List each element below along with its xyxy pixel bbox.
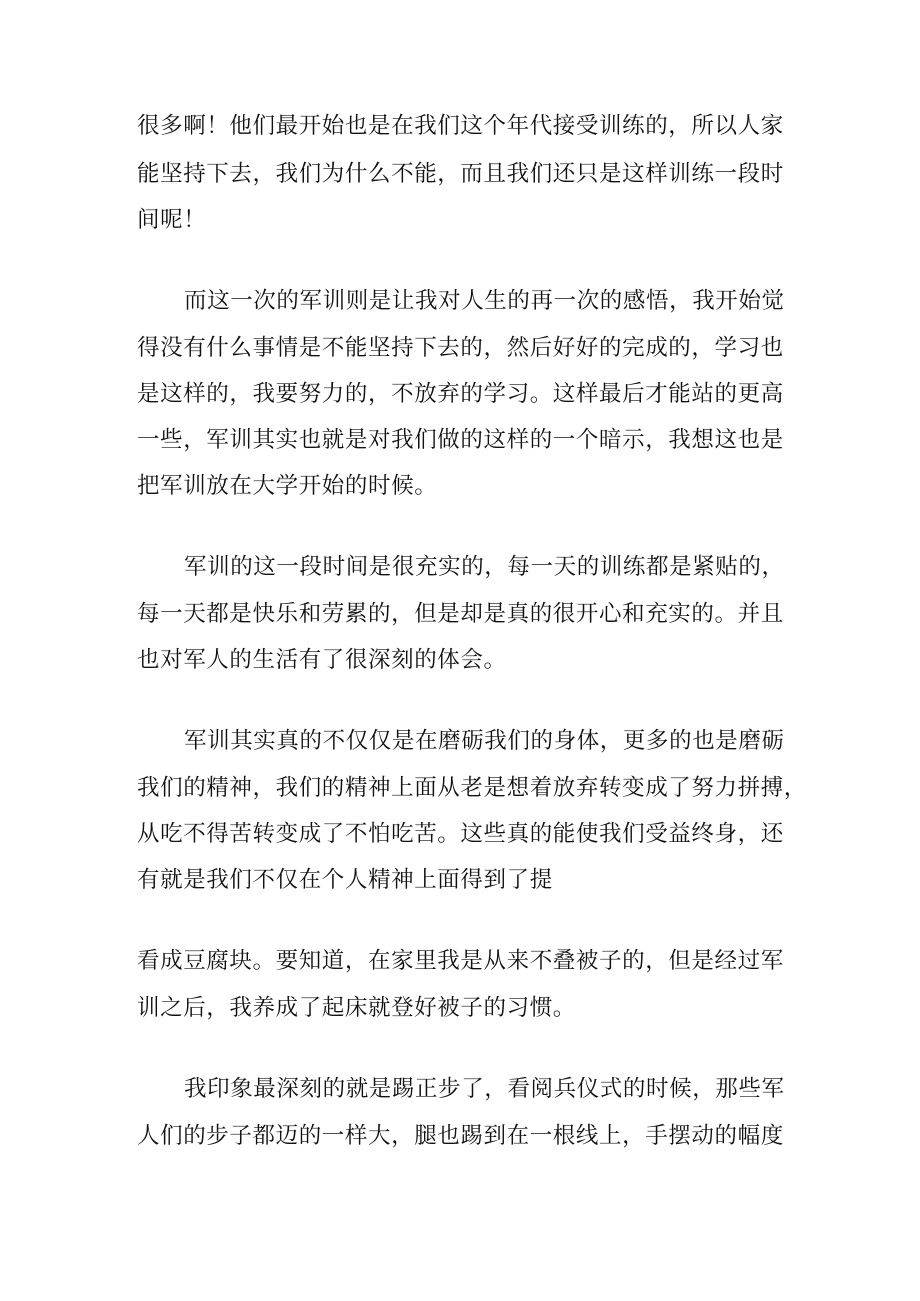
paragraph-2-line-1: 而这一次的军训则是让我对人生的再一次的感悟，我开始觉 [184,288,785,314]
paragraph-2-line-3: 是这样的，我要努力的，不放弃的学习。这样最后才能站的更高 [137,381,784,407]
paragraph-4-line-1: 军训其实真的不仅仅是在磨砺我们的身体，更多的也是磨砺 [184,728,785,754]
paragraph-2-line-2: 得没有什么事情是不能坚持下去的，然后好好的完成的，学习也 [137,335,784,361]
paragraph-1-line-1: 很多啊！他们最开始也是在我们这个年代接受训练的，所以人家 [137,113,784,139]
paragraph-1-line-3: 间呢！ [137,207,207,233]
paragraph-2-line-5: 把军训放在大学开始的时候。 [137,473,438,499]
paragraph-5-line-2: 训之后，我养成了起床就登好被子的习惯。 [137,995,576,1021]
paragraph-6-line-1: 我印象最深刻的就是踢正步了，看阅兵仪式的时候，那些军 [184,1076,785,1102]
paragraph-4-line-2: 我们的精神，我们的精神上面从老是想着放弃转变成了努力拼搏， [137,775,807,801]
paragraph-6-line-2: 人们的步子都迈的一样大，腿也踢到在一根线上，手摆动的幅度 [137,1123,784,1149]
paragraph-4-line-3: 从吃不得苦转变成了不怕吃苦。这些真的能使我们受益终身，还 [137,821,784,847]
paragraph-5-line-1: 看成豆腐块。要知道，在家里我是从来不叠被子的，但是经过军 [137,948,784,974]
paragraph-3-line-1: 军训的这一段时间是很充实的，每一天的训练都是紧贴的， [184,554,785,580]
paragraph-2-line-4: 一些，军训其实也就是对我们做的这样的一个暗示，我想这也是 [137,427,784,453]
paragraph-3-line-3: 也对军人的生活有了很深刻的体会。 [137,647,507,673]
paragraph-4-line-4: 有就是我们不仅在个人精神上面得到了提 [137,867,553,893]
paragraph-1-line-2: 能坚持下去，我们为什么不能，而且我们还只是这样训练一段时 [137,161,784,187]
paragraph-3-line-2: 每一天都是快乐和劳累的，但是却是真的很开心和充实的。并且 [137,601,784,627]
